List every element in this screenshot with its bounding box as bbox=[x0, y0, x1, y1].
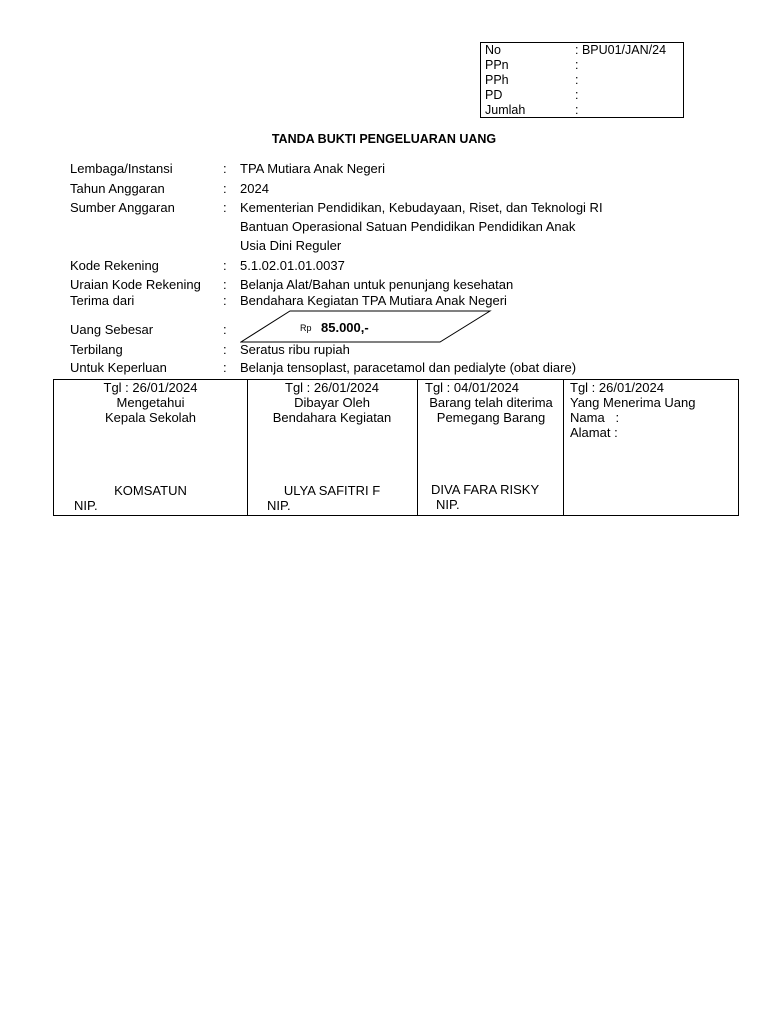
amount-currency: Rp bbox=[300, 323, 312, 333]
ref-value: : bbox=[575, 103, 579, 117]
field-label: Sumber Anggaran bbox=[70, 200, 175, 215]
field-label: Uang Sebesar bbox=[70, 322, 154, 337]
field-colon: : bbox=[223, 200, 227, 215]
signature-date: Tgl : 04/01/2024 bbox=[425, 380, 519, 395]
ref-row-pph bbox=[485, 73, 681, 88]
field-value: Belanja Alat/Bahan untuk penunjang kesehatan bbox=[240, 277, 514, 292]
signature-role: Dibayar Oleh bbox=[294, 395, 370, 410]
signature-title: Bendahara Kegiatan bbox=[272, 410, 392, 425]
ref-label: PD bbox=[485, 88, 503, 102]
document-title: TANDA BUKTI PENGELUARAN UANG bbox=[271, 132, 497, 146]
ref-value: : BPU01/JAN/24 bbox=[575, 43, 667, 57]
signature-column-penerima bbox=[563, 380, 738, 515]
field-label: Terbilang bbox=[70, 342, 123, 357]
signature-nama: Nama : bbox=[570, 410, 620, 425]
ref-row-no bbox=[485, 43, 681, 58]
field-label: Tahun Anggaran bbox=[70, 181, 165, 196]
ref-label: No bbox=[485, 43, 501, 57]
signature-nip: NIP. bbox=[267, 498, 291, 513]
signature-date: Tgl : 26/01/2024 bbox=[103, 380, 198, 395]
field-colon: : bbox=[223, 293, 227, 308]
ref-row-pd bbox=[485, 88, 681, 103]
ref-value: : bbox=[575, 88, 579, 102]
field-value: Belanja tensoplast, paracetamol dan pedialyte (obat diare) bbox=[240, 360, 577, 375]
signature-nip: NIP. bbox=[74, 498, 98, 513]
field-colon: : bbox=[223, 161, 227, 176]
signature-role: Barang telah diterima bbox=[429, 395, 553, 410]
field-value: Seratus ribu rupiah bbox=[240, 342, 350, 357]
field-value-line: Kementerian Pendidikan, Kebudayaan, Riset, dan Teknologi RI bbox=[240, 200, 603, 215]
field-value: Bendahara Kegiatan TPA Mutiara Anak Negeri bbox=[240, 293, 507, 308]
field-label: Lembaga/Instansi bbox=[70, 161, 173, 176]
signature-table bbox=[53, 379, 739, 516]
signature-name: DIVA FARA RISKY bbox=[431, 482, 540, 497]
signature-name: KOMSATUN bbox=[114, 483, 187, 498]
field-value: 5.1.02.01.01.0037 bbox=[240, 258, 345, 273]
signature-title: Pemegang Barang bbox=[436, 410, 546, 425]
ref-value: : bbox=[575, 73, 579, 87]
field-colon: : bbox=[223, 322, 227, 337]
field-colon: : bbox=[223, 277, 227, 292]
field-colon: : bbox=[223, 258, 227, 273]
field-label: Kode Rekening bbox=[70, 258, 159, 273]
field-label: Uraian Kode Rekening bbox=[70, 277, 201, 292]
ref-row-jumlah bbox=[485, 103, 681, 118]
field-colon: : bbox=[223, 181, 227, 196]
field-value: TPA Mutiara Anak Negeri bbox=[240, 161, 385, 176]
field-colon: : bbox=[223, 342, 227, 357]
signature-column-pemegang-barang bbox=[417, 380, 563, 515]
ref-label: PPn bbox=[485, 58, 509, 72]
field-value-line: Usia Dini Reguler bbox=[240, 238, 342, 253]
signature-name: ULYA SAFITRI F bbox=[283, 483, 381, 498]
signature-column-kepala-sekolah bbox=[54, 380, 247, 515]
signature-role: Mengetahui bbox=[116, 395, 185, 410]
signature-column-bendahara bbox=[247, 380, 417, 515]
ref-row-ppn bbox=[485, 58, 681, 73]
signature-role: Yang Menerima Uang bbox=[570, 395, 696, 410]
ref-value: : bbox=[575, 58, 579, 72]
field-label: Terima dari bbox=[70, 293, 135, 308]
signature-title: Kepala Sekolah bbox=[104, 410, 197, 425]
field-value-line: Bantuan Operasional Satuan Pendidikan Pendidikan Anak bbox=[240, 219, 576, 234]
signature-date: Tgl : 26/01/2024 bbox=[570, 380, 664, 395]
field-colon: : bbox=[223, 360, 227, 375]
field-label: Untuk Keperluan bbox=[70, 360, 167, 375]
reference-box bbox=[480, 42, 684, 118]
field-value: 2024 bbox=[240, 181, 269, 196]
amount-value: 85.000,- bbox=[321, 320, 369, 335]
signature-nip: NIP. bbox=[436, 497, 460, 512]
ref-label: PPh bbox=[485, 73, 509, 87]
ref-label: Jumlah bbox=[485, 103, 526, 117]
signature-alamat: Alamat : bbox=[570, 425, 618, 440]
signature-date: Tgl : 26/01/2024 bbox=[285, 380, 379, 395]
